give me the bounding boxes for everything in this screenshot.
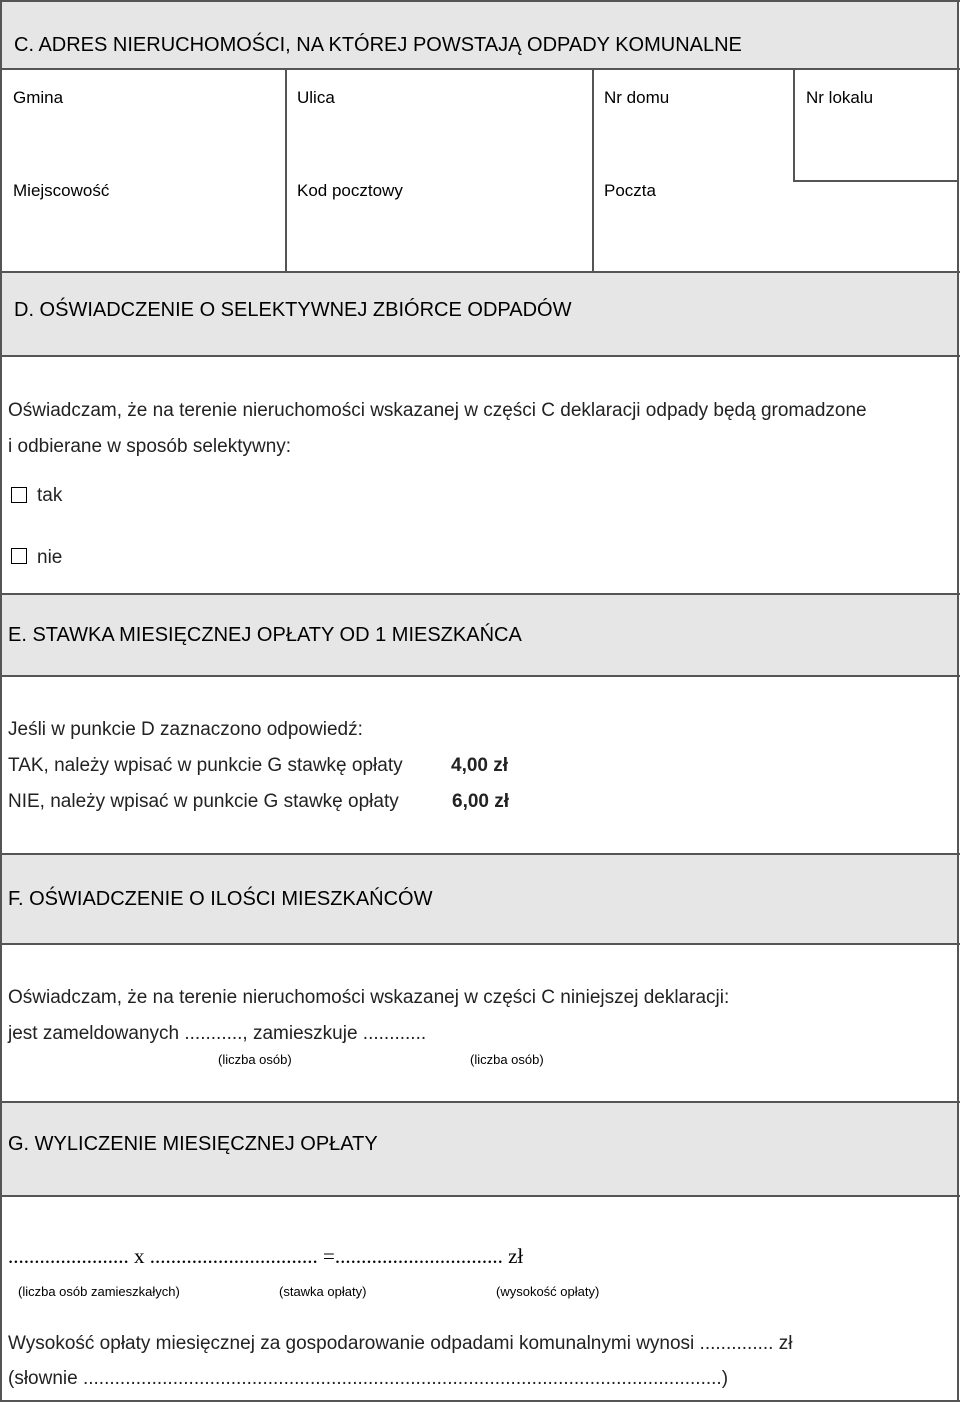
border-top — [0, 0, 960, 2]
column-divider — [592, 69, 594, 272]
section-e-yes-text: TAK, należy wpisać w punkcie G stawkę opłaty — [8, 755, 403, 776]
label-nr-lokalu: Nr lokalu — [806, 88, 874, 107]
nr-domu-field[interactable] — [594, 70, 793, 180]
divider — [0, 355, 960, 357]
residents-living-hint: (liczba osób) — [470, 1052, 544, 1067]
section-d-title: D. OŚWIADCZENIE O SELEKTYWNEJ ZBIÓRCE ODPADÓW — [14, 299, 572, 321]
label-nr-domu: Nr domu — [604, 88, 670, 107]
section-e-no-text: NIE, należy wpisać w punkcie G stawkę opłaty — [8, 791, 399, 812]
checkbox-tak[interactable] — [11, 487, 27, 503]
section-f-title: F. OŚWIADCZENIE O ILOŚCI MIESZKAŃCÓW — [8, 888, 433, 910]
divider — [793, 180, 959, 182]
section-f-residents-line: jest zameldowanych ..........., zamieszkuje ............ — [8, 1023, 427, 1044]
residents-registered-hint: (liczba osób) — [218, 1052, 292, 1067]
section-d-statement-line1: Oświadczam, że na terenie nieruchomości wskazanej w części C deklaracji odpady będą gromadzone — [8, 400, 867, 421]
fee-summary: Wysokość opłaty miesięcznej za gospodarowanie odpadami komunalnymi wynosi .............. zł — [8, 1333, 793, 1354]
section-f-statement: Oświadczam, że na terenie nieruchomości wskazanej w części C niniejszej deklaracji: — [8, 987, 730, 1008]
checkbox-nie[interactable] — [11, 548, 27, 564]
divider — [0, 1195, 960, 1197]
ulica-field[interactable] — [287, 70, 592, 180]
section-e-intro: Jeśli w punkcie D zaznaczono odpowiedź: — [8, 719, 363, 740]
hint-amount: (wysokość opłaty) — [496, 1284, 600, 1299]
section-e-no-rate: 6,00 zł — [452, 791, 510, 812]
column-divider — [285, 69, 287, 272]
label-ulica: Ulica — [297, 88, 335, 107]
section-g-title: G. WYLICZENIE MIESIĘCZNEJ OPŁATY — [8, 1133, 378, 1155]
divider — [0, 943, 960, 945]
divider — [0, 593, 960, 595]
hint-rate: (stawka opłaty) — [279, 1284, 367, 1299]
label-miejscowosc: Miejscowość — [13, 181, 110, 200]
fee-formula: ....................... x ................................ =................................ zł — [8, 1244, 524, 1268]
label-gmina: Gmina — [13, 88, 64, 107]
nr-lokalu-field[interactable] — [795, 70, 956, 180]
divider — [0, 1101, 960, 1103]
section-e-title: E. STAWKA MIESIĘCZNEJ OPŁATY OD 1 MIESZKAŃCA — [8, 624, 522, 646]
border-left — [0, 0, 2, 1402]
section-e-yes-rate: 4,00 zł — [451, 755, 509, 776]
divider — [0, 853, 960, 855]
section-c-title: C. ADRES NIERUCHOMOŚCI, NA KTÓREJ POWSTAJĄ ODPADY KOMUNALNE — [14, 34, 742, 56]
column-divider — [793, 69, 795, 181]
gmina-field[interactable] — [2, 70, 285, 180]
divider — [0, 68, 960, 70]
border-right — [957, 0, 959, 1402]
label-poczta: Poczta — [604, 181, 656, 200]
fee-in-words: (słownie .........................................................................................................................) — [8, 1368, 729, 1389]
option-tak-label: tak — [37, 485, 63, 506]
option-nie-label: nie — [37, 547, 63, 568]
divider — [0, 675, 960, 677]
divider — [0, 271, 960, 273]
section-d-statement-line2: i odbierane w sposób selektywny: — [8, 436, 292, 457]
label-kod-pocztowy: Kod pocztowy — [297, 181, 403, 200]
hint-persons: (liczba osób zamieszkałych) — [18, 1284, 180, 1299]
